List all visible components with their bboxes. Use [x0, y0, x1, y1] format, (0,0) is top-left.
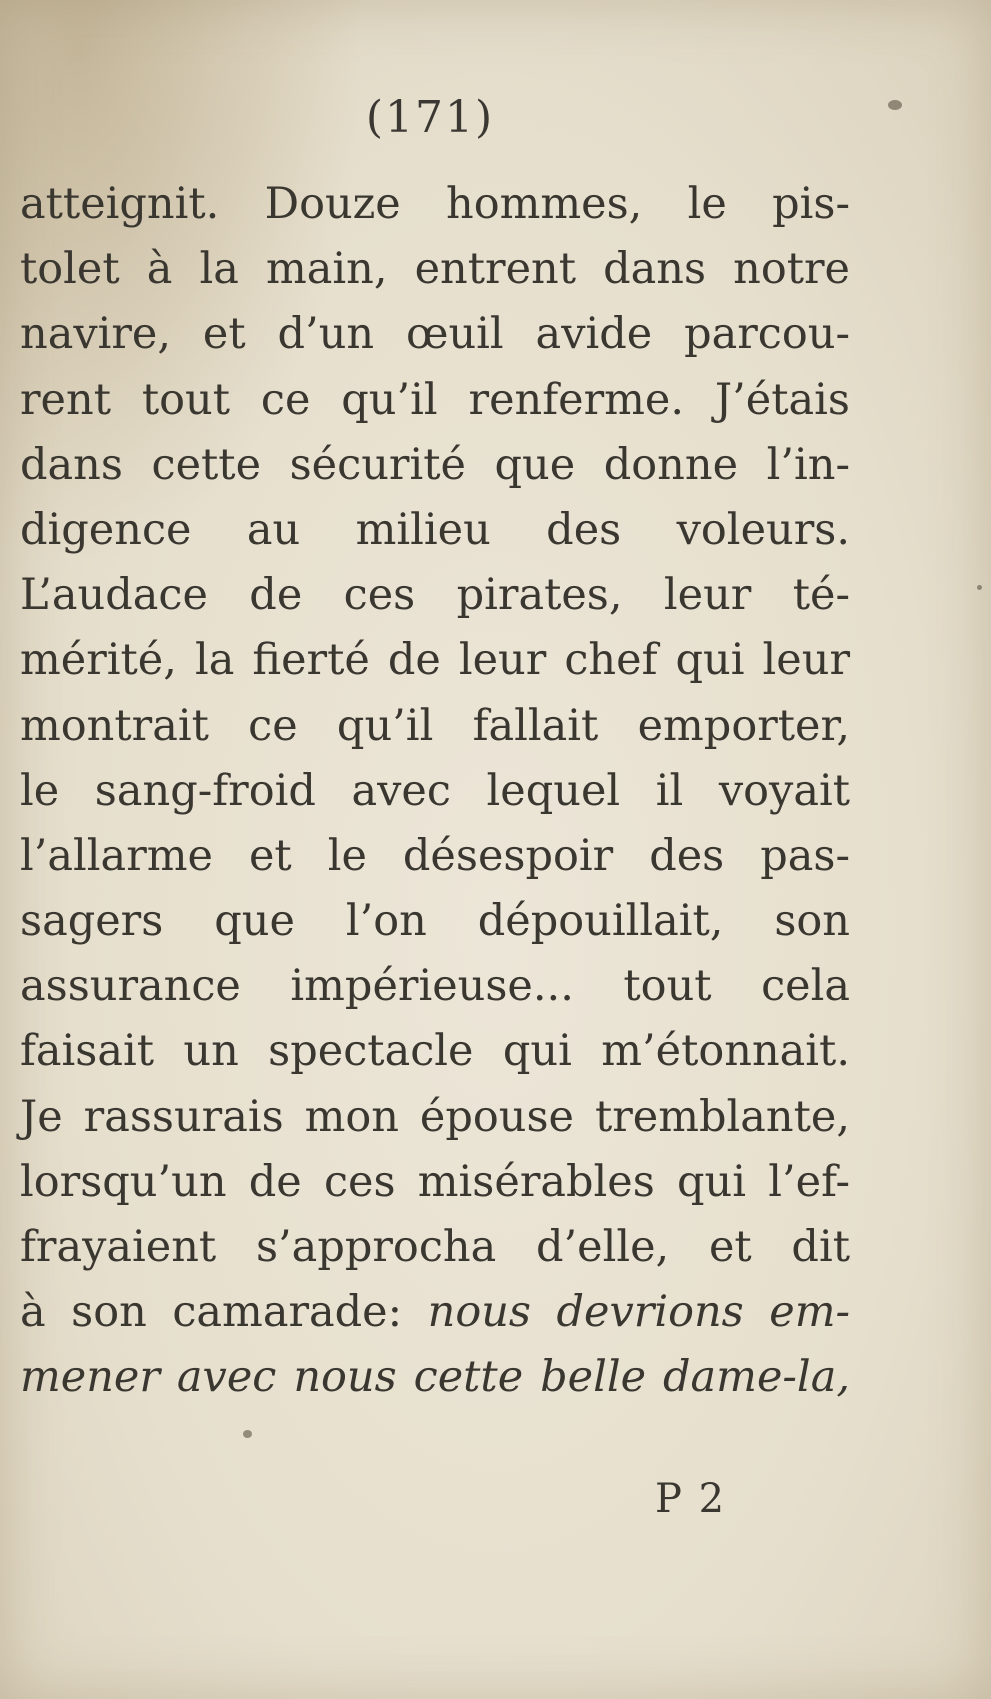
- signature-mark: P 2: [655, 1476, 727, 1522]
- text-line: faisait un spectacle qui m’étonnait.: [20, 1026, 850, 1077]
- text-line-roman-part: à son camarade:: [20, 1287, 403, 1338]
- text-line: lorsqu’un de ces misérables qui l’ef-: [20, 1156, 850, 1207]
- text-line: navire, et d’un œuil avide parcou-: [20, 309, 850, 360]
- text-line: le sang-froid avec lequel il voyait: [20, 765, 850, 816]
- text-line: L’audace de ces pirates, leur té-: [20, 570, 850, 621]
- text-line: atteignit. Douze hommes, le pis-: [20, 179, 850, 229]
- paper-speck: [977, 585, 982, 590]
- paper-speck: [243, 1430, 252, 1438]
- text-line: assurance impérieuse... tout cela: [20, 961, 850, 1012]
- body-text: [20, 172, 850, 1411]
- text-line: montrait ce qu’il fallait emporter,: [20, 700, 850, 751]
- page-number-header: (171): [365, 92, 495, 143]
- text-line: sagers que l’on dépouillait, son: [20, 896, 850, 947]
- text-line: l’allarme et le désespoir des pas-: [20, 830, 850, 881]
- text-line: Je rassurais mon épouse tremblante,: [20, 1091, 850, 1142]
- text-line-mixed: [20, 1280, 850, 1345]
- text-line: frayaient s’approcha d’elle, et dit: [20, 1222, 850, 1272]
- text-line: digence au milieu des voleurs.: [20, 504, 850, 555]
- text-line: rent tout ce qu’il renferme. J’étais: [20, 374, 850, 425]
- paper-speck: [888, 100, 902, 110]
- text-line: dans cette sécurité que donne l’in-: [20, 439, 850, 490]
- text-line: mérité, la fierté de leur chef qui leur: [20, 635, 850, 686]
- text-line-italic: mener avec nous cette belle dame-la,: [20, 1352, 850, 1403]
- text-line-italic-part: nous devrions em-: [402, 1287, 851, 1338]
- text-line: tolet à la main, entrent dans notre: [20, 244, 850, 295]
